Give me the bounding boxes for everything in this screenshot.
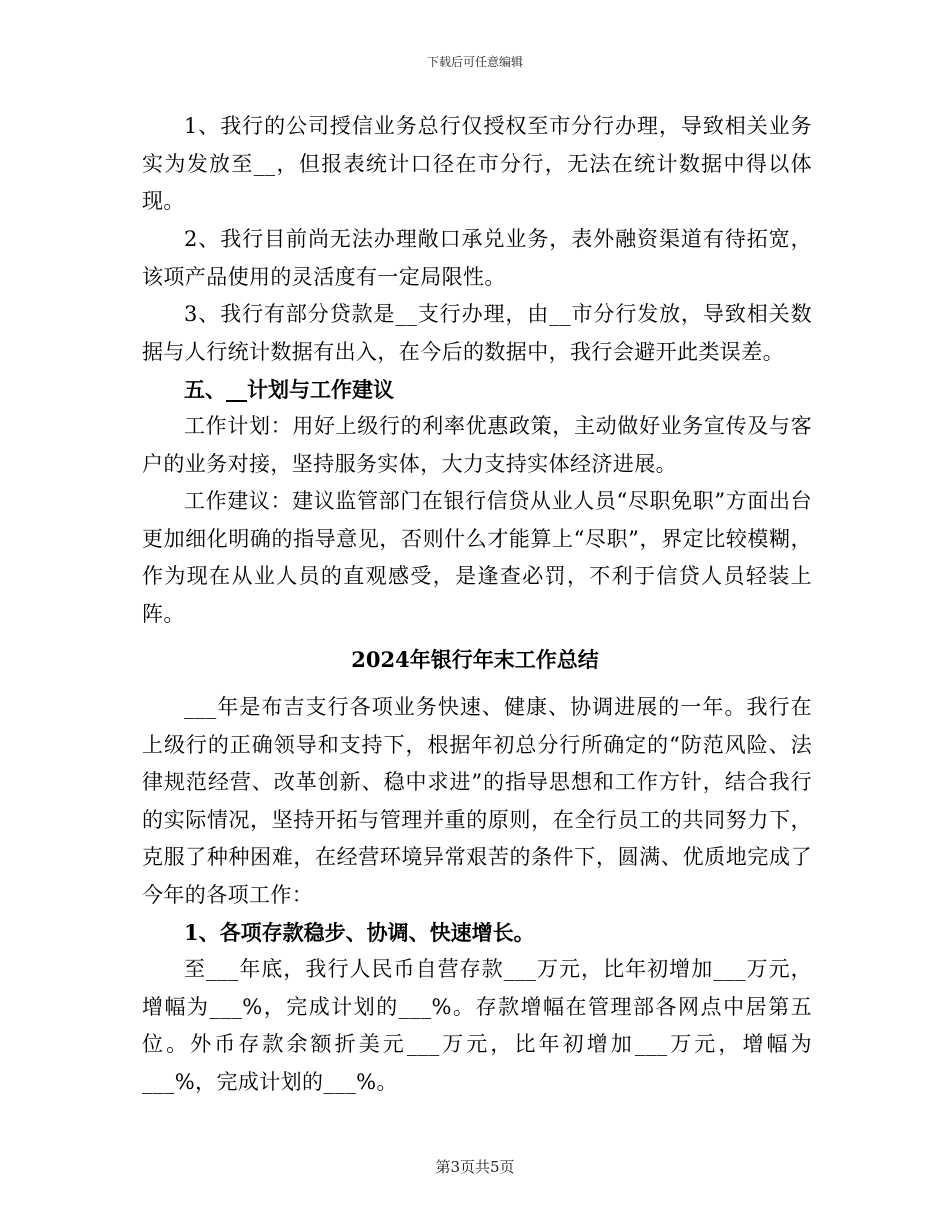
paragraph-deposits: 至___年底，我行人民币自营存款___万元，比年初增加___万元，增幅为___%，完成计划的___%。存款增幅在管理部各网点中居第五位。外币存款余额折美元___万元，比年初增加___万元，增幅为___%，完成计划的___%。 [142, 957, 812, 1094]
page-header-note: 下载后可任意编辑 [426, 55, 523, 69]
paragraph-work-plan: 工作计划：用好上级行的利率优惠政策，主动做好业务宣传及与客户的业务对接，坚持服务实体，大力支持实体经济进展。 [142, 414, 812, 476]
paragraph-issue-3: 3、我行有部分贷款是__支行办理，由__市分行发放，导致相关数据与人行统计数据有出入，在今后的数据中，我行会避开此类误差。 [142, 302, 812, 364]
paragraph-intro: ___年是布吉支行各项业务快速、健康、协调进展的一年。我行在上级行的正确领导和支持下，根据年初总分行所确定的“防范风险、法律规范经营、改革创新、稳中求进”的指导思想和工作方针，结合我行的实际情况，坚持开拓与管理并重的原则，在全行员工的共同努力下，克服了种种困难，在经营环境异常艰苦的条件下，圆满、优质地完成了今年的各项工作： [142, 695, 812, 907]
section-heading-deposits: 1、各项存款稳步、协调、快速增长。 [184, 920, 535, 945]
paragraph-work-suggestion: 工作建议：建议监管部门在银行信贷从业人员“尽职免职”方面出台更加细化明确的指导意见，否则什么才能算上“尽职”，界定比较模糊，作为现在从业人员的直观感受，是逢查必罚，不利于信贷人员轻装上阵。 [142, 489, 812, 626]
paragraph-issue-1: 1、我行的公司授信业务总行仅授权至市分行办理，导致相关业务实为发放至__，但报表统计口径在市分行，无法在统计数据中得以体现。 [142, 114, 812, 213]
page-number: 第3页共5页 [435, 1158, 515, 1176]
paragraph-issue-2: 2、我行目前尚无法办理敞口承兑业务，表外融资渠道有待拓宽，该项产品使用的灵活度有一定局限性。 [142, 227, 812, 289]
document-title: 2024年银行年末工作总结 [351, 647, 599, 672]
section-heading-plan: 五、__计划与工作建议 [184, 377, 394, 402]
